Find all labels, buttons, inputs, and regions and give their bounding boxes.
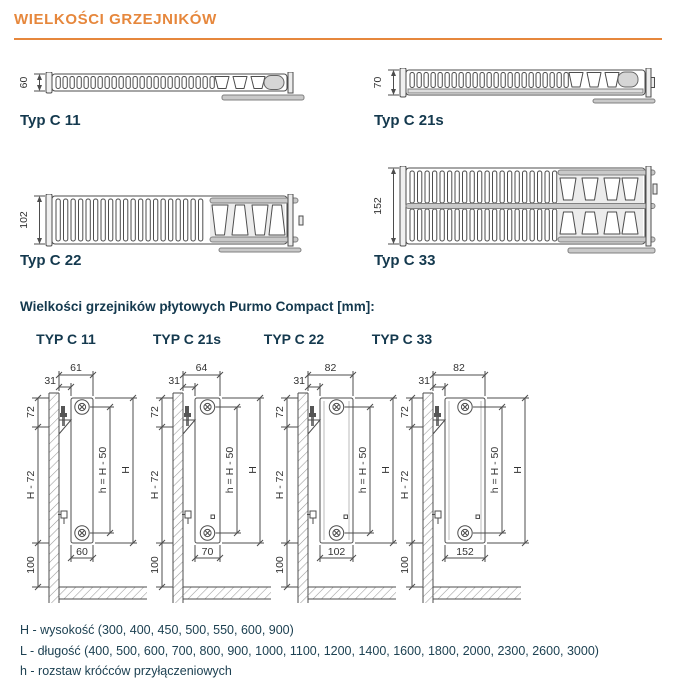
dim-height: H <box>380 466 392 474</box>
dim-panel-depth: 60 <box>76 546 88 558</box>
dim-floor-clearance: 100 <box>399 556 411 574</box>
dim-mid-height: H - 72 <box>399 470 411 500</box>
dim-mid-height: H - 72 <box>25 470 37 500</box>
xsec-depth-label: 60 <box>18 76 30 89</box>
xsec-depth-label: 152 <box>372 197 384 215</box>
xsec-depth-label: 70 <box>372 76 384 89</box>
dim-top-margin: 72 <box>149 406 161 418</box>
legend <box>20 620 599 682</box>
legend-line: L - długość (400, 500, 600, 700, 800, 900, 1000, 1100, 1200, 1400, 1600, 1800, 2000, 2300, 2600, 3000) <box>20 643 599 658</box>
column-header: TYP C 11 <box>36 331 96 347</box>
dim-wall-offset: 31 <box>168 375 180 387</box>
dim-port-spacing: h = H - 50 <box>357 446 369 494</box>
column-header: TYP C 33 <box>371 331 433 347</box>
column-header: TYP C 22 <box>263 331 325 347</box>
dim-total-depth: 82 <box>453 362 465 374</box>
cross-section-label: Typ C 11 <box>20 112 81 129</box>
cross-section-c11 <box>14 72 326 110</box>
column-header: TYP C 21s <box>152 331 222 347</box>
dim-port-spacing: h = H - 50 <box>97 446 109 494</box>
page-title: WIELKOŚCI GRZEJNIKÓW <box>14 11 217 28</box>
dim-panel-depth: 152 <box>456 546 474 558</box>
dim-floor-clearance: 100 <box>274 556 286 574</box>
dim-wall-offset: 31 <box>293 375 305 387</box>
dim-port-spacing: h = H - 50 <box>224 446 236 494</box>
dim-height: H <box>247 466 259 474</box>
dim-wall-offset: 31 <box>418 375 430 387</box>
dim-wall-offset: 31 <box>44 375 56 387</box>
dim-height: H <box>120 466 132 474</box>
dim-panel-depth: 102 <box>327 546 346 558</box>
dim-top-margin: 72 <box>25 406 37 418</box>
dim-port-spacing: h = H - 50 <box>489 446 501 494</box>
dim-height: H <box>512 466 524 474</box>
dimension-section-title: Wielkości grzejników płytowych Purmo Compact [mm]: <box>20 299 375 314</box>
dim-floor-clearance: 100 <box>149 556 161 574</box>
cross-section-label: Typ C 33 <box>374 252 436 269</box>
cross-section-label: Typ C 21s <box>374 112 444 129</box>
cross-section-label: Typ C 22 <box>20 252 82 269</box>
cross-section-c21s <box>368 68 664 114</box>
xsec-depth-label: 102 <box>18 211 30 229</box>
dim-total-depth: 82 <box>324 362 337 374</box>
legend-line: H - wysokość (300, 400, 450, 500, 550, 600, 900) <box>20 623 294 637</box>
title-underline <box>14 38 662 40</box>
legend-line: h - rozstaw króćców przyłączeniowych <box>20 664 232 678</box>
dim-top-margin: 72 <box>399 406 411 418</box>
dim-floor-clearance: 100 <box>25 556 37 574</box>
dim-total-depth: 64 <box>195 362 208 374</box>
dim-mid-height: H - 72 <box>274 470 286 500</box>
cross-section-c33 <box>368 166 664 263</box>
dim-total-depth: 61 <box>70 362 82 374</box>
dim-mid-height: H - 72 <box>149 470 161 500</box>
dimension-drawing <box>390 358 540 615</box>
dim-top-margin: 72 <box>274 406 286 418</box>
dim-panel-depth: 70 <box>201 546 214 558</box>
